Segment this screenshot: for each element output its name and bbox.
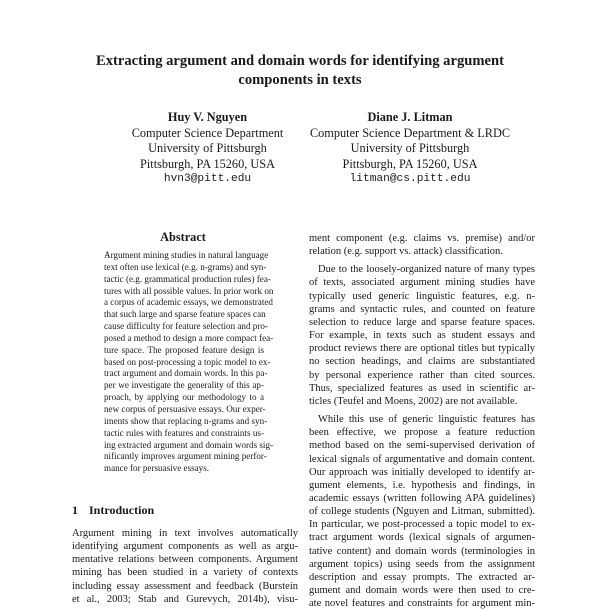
body-line: by personal experience rather than cited sources.: [309, 369, 535, 381]
abstract-line: per we investigate the generality of this ap-: [104, 380, 264, 391]
body-line: grams and syntactic rules, and counted on feature: [309, 303, 535, 315]
left-column-body: [72, 527, 298, 606]
paper-title: [60, 52, 540, 90]
abstract-line: mance for persuasive essays.: [104, 463, 210, 474]
section-title: Introduction: [89, 503, 155, 517]
body-line: mentative relations between components. Argument: [72, 554, 298, 566]
body-line: ticles (Teufel and Moens, 2002) are not available.: [309, 395, 518, 407]
body-line: ment component (e.g. claims vs. premise) and/or: [309, 233, 535, 244]
abstract-line: a corpus of academic essays, we demonstrated: [104, 297, 273, 308]
author-name: Diane J. Litman: [367, 110, 453, 124]
abstract-line: that such large and sparse feature spaces can: [104, 309, 266, 320]
abstract-line: cause difficulty for feature selection and pro-: [104, 321, 268, 332]
author-univ: University of Pittsburgh: [350, 141, 470, 156]
author-dept: Computer Science Department & LRDC: [309, 125, 511, 140]
abstract-body: [104, 250, 274, 475]
abstract-line: proach, by applying our methodology to a: [104, 392, 264, 403]
body-line: tract argument words (lexical signals of argumen-: [309, 532, 535, 544]
body-line: While this use of generic linguistic features has: [318, 414, 535, 426]
right-column-body: [309, 232, 535, 610]
body-line: no section headings, and claims are substantiated: [309, 356, 535, 368]
author-address: Pittsburgh, PA 15260, USA: [342, 156, 478, 171]
title-line: Extracting argument and domain words for identifying argument: [96, 53, 504, 69]
body-line: lexical signals of argumentative and domain content.: [309, 453, 535, 465]
body-line: typically used generic linguistic features, e.g. n-: [309, 290, 535, 302]
abstract-line: ing extracted argument and domain words sig-: [104, 439, 274, 450]
abstract-line: Argument mining studies in natural language: [104, 250, 269, 260]
section-heading-introduction: [72, 503, 154, 518]
author-block-2: [290, 110, 530, 188]
body-line: academic essays (written following APA guidelines): [309, 492, 535, 504]
body-line: relation (e.g. support vs. attack) classification.: [309, 246, 503, 258]
author-block-1: [100, 110, 315, 188]
abstract-line: tures with all possible values. In prior work on: [104, 285, 274, 296]
body-line: of college students (Nguyen and Litman, submitted).: [309, 506, 535, 518]
body-line: Thus, specialized features as used in scientific ar-: [309, 382, 535, 394]
body-line: argument topics) using seeds from the assignment: [309, 558, 535, 570]
body-line: Argument mining in text involves automatically: [72, 528, 298, 539]
author-email: hvn3@pitt.edu: [163, 173, 252, 186]
abstract-line: posed a method to design a more compact fea-: [104, 332, 274, 343]
title-line: components in texts: [238, 72, 362, 88]
body-line: selection to reduce large and sparse feature spaces.: [309, 316, 535, 328]
body-line: method based on the semi-supervised derivation of: [309, 440, 535, 452]
abstract-line: tract argument and domain words. In this pa-: [104, 368, 268, 379]
body-line: et al., 2003; Stab and Gurevych, 2014b), visu-: [72, 593, 298, 605]
abstract-heading: Abstract: [160, 230, 206, 244]
abstract-line: tactic rules with features and constraints us-: [104, 427, 264, 438]
body-line: In particular, we post-processed a topic model to ex-: [309, 519, 535, 531]
body-line: identifying argument components as well as argu-: [72, 541, 298, 553]
abstract-line: tactic (e.g. grammatical production rules) fea-: [104, 273, 271, 284]
body-line: been effective, we propose a feature reduction: [309, 427, 535, 439]
author-dept: Computer Science Department: [131, 125, 284, 140]
abstract-line: new corpus of persuasive essays. Our exper-: [104, 403, 266, 414]
abstract-line: ture space. The proposed feature design is: [104, 344, 264, 355]
author-univ: University of Pittsburgh: [148, 141, 267, 156]
body-line: mining has been studied in a variety of contexts: [72, 567, 298, 579]
abstract-line: nificantly improves argument mining perfor-: [104, 451, 267, 462]
body-line: product reviews there are optional titles but typically: [309, 343, 535, 355]
author-email: litman@cs.pitt.edu: [349, 173, 471, 186]
body-line: including essay assessment and feedback (Burstein: [72, 580, 298, 592]
abstract-line: based on post-processing a topic model to ex-: [104, 356, 271, 367]
body-line: of texts, associated argument mining studies have: [309, 277, 535, 289]
body-line: gument elements, i.e. hypothesis and findings, in: [309, 479, 535, 491]
author-name: Huy V. Nguyen: [167, 110, 248, 124]
body-line: For example, in texts such as student essays and: [309, 330, 535, 342]
author-address: Pittsburgh, PA 15260, USA: [140, 156, 275, 171]
section-number: 1: [72, 503, 78, 517]
body-line: ate novel features and constraints for argument min-: [309, 598, 535, 610]
body-line: Due to the loosely-organized nature of many types: [318, 264, 535, 276]
body-line: Our approach was initially developed to identify ar-: [309, 466, 535, 478]
body-line: tative content) and domain words (terminologies in: [309, 545, 535, 557]
body-line: gument and domain words were then used to cre-: [309, 585, 535, 597]
abstract-line: text often use lexical (e.g. n-grams) and syn-: [104, 261, 267, 272]
body-line: description and essay prompts. The extracted ar-: [309, 571, 535, 583]
abstract-line: iments show that replacing n-grams and syn-: [104, 415, 268, 426]
